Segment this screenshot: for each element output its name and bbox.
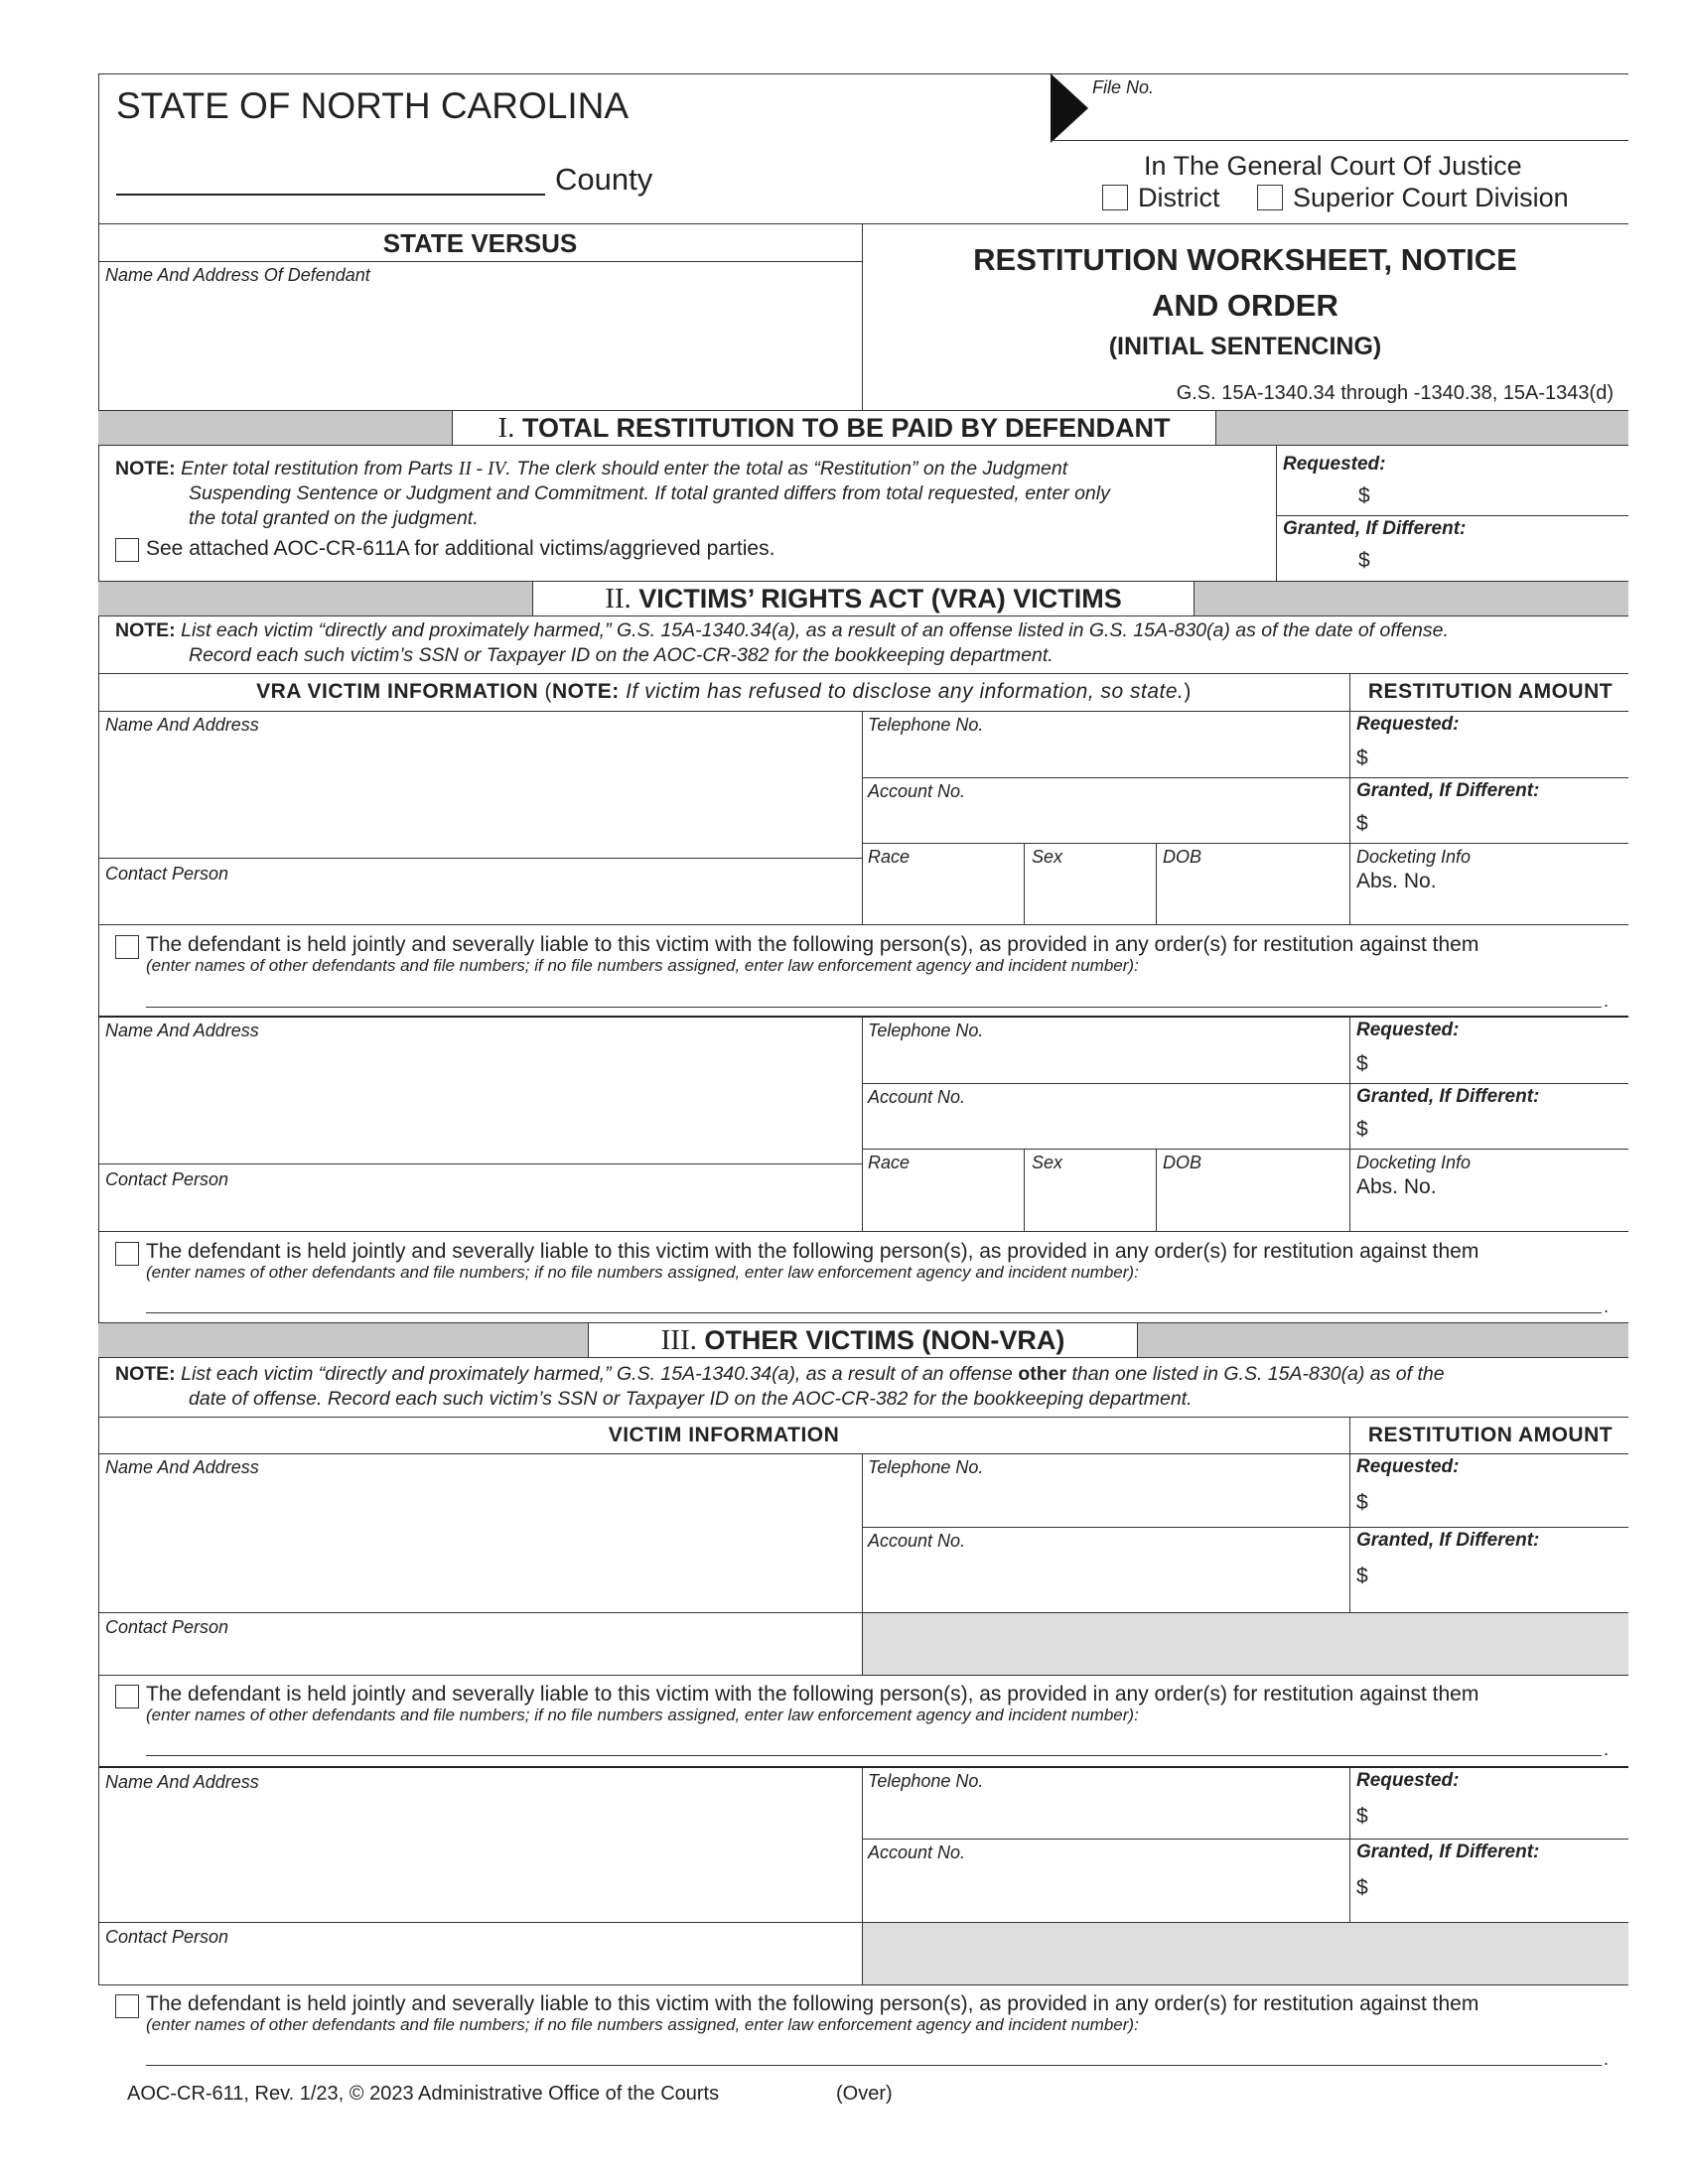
other1-account-label: Account No. [868,1531,966,1551]
vra1-phone-label: Telephone No. [868,715,984,735]
other1-requested-label: Requested: [1356,1456,1460,1477]
vra2-requested-label: Requested: [1356,1020,1460,1040]
form-title-1: RESTITUTION WORKSHEET, NOTICE [973,242,1517,277]
other1-requested-field[interactable]: $ [1356,1491,1368,1514]
total-granted-label: Granted, If Different: [1283,518,1467,539]
vra2-docketing-label: Docketing Info [1356,1153,1472,1172]
section1-title: I. TOTAL RESTITUTION TO BE PAID BY DEFENDANT [452,411,1216,445]
vra1-granted-label: Granted, If Different: [1356,780,1540,801]
vra1-race-label: Race [868,847,911,867]
other1-phone-label: Telephone No. [868,1457,984,1477]
vra2-requested-field[interactable]: $ [1356,1052,1368,1075]
vra2-name-label: Name And Address [105,1021,259,1040]
superior-checkbox[interactable] [1257,185,1283,210]
defendant-field[interactable] [105,290,850,404]
vra1-requested-field[interactable]: $ [1356,747,1368,769]
vra1-joint-line[interactable] [146,1007,1602,1008]
attached-label: See attached AOC-CR-611A for additional victims/aggrieved parties. [146,537,775,560]
other2-contact-label: Contact Person [105,1927,229,1947]
section3-note: NOTE: List each victim “directly and proximately harmed,” G.S. 15A-1340.34(a), as a result of an offense other than one listed in G.S. 15A-830(a) as of the date of offense. Record each such victim’s SSN or Taxpayer ID on the AOC-CR-382 for the bookkeeping department. [115,1363,1445,1410]
other1-joint-checkbox[interactable] [115,1685,139,1708]
section3-title: III. OTHER VICTIMS (NON-VRA) [588,1323,1138,1357]
other2-requested-label: Requested: [1356,1770,1460,1791]
vra2-joint-period: . [1604,1297,1610,1316]
other1-joint-text: The defendant is held jointly and severally liable to this victim with the following person(s), as provided in any order(s) for restitution against them [146,1683,1479,1706]
vra2-abs-no: Abs. No. [1356,1175,1437,1198]
other2-joint-text: The defendant is held jointly and severally liable to this victim with the following person(s), as provided in any order(s) for restitution against them [146,1992,1479,2015]
other2-joint-sub: (enter names of other defendants and file numbers; if no file numbers assigned, enter law enforcement agency and incident number): [146,2015,1139,2034]
other1-name-label: Name And Address [105,1457,259,1477]
other2-granted-label: Granted, If Different: [1356,1842,1540,1862]
vra1-dob-label: DOB [1163,847,1202,867]
court-title: In The General Court Of Justice [1144,151,1522,181]
other1-joint-line[interactable] [146,1755,1602,1756]
state-versus: STATE VERSUS [382,228,578,258]
other2-name-label: Name And Address [105,1772,259,1792]
vra1-account-label: Account No. [868,781,966,801]
other2-account-label: Account No. [868,1843,966,1862]
other1-joint-period: . [1604,1739,1610,1759]
vra1-requested-label: Requested: [1356,714,1460,735]
over-label: (Over) [836,2083,893,2105]
other2-joint-period: . [1604,2049,1610,2069]
vra2-sex-label: Sex [1032,1153,1063,1172]
vra2-granted-label: Granted, If Different: [1356,1086,1540,1107]
vra1-sex-label: Sex [1032,847,1063,867]
district-label: District [1138,183,1220,212]
other1-shaded-area [863,1613,1628,1675]
form-title-2: AND ORDER [1152,288,1338,323]
total-requested-label: Requested: [1283,454,1386,475]
vra1-abs-no: Abs. No. [1356,870,1437,892]
other-info-head: VICTIM INFORMATION [608,1424,840,1446]
other-amount-head: RESTITUTION AMOUNT [1367,1424,1614,1446]
attached-checkbox[interactable] [115,538,139,562]
other2-phone-label: Telephone No. [868,1771,984,1791]
district-checkbox[interactable] [1102,185,1128,210]
form-id: AOC-CR-611, Rev. 1/23, © 2023 Administrative Office of the Courts [127,2083,720,2105]
county-line[interactable] [116,194,545,196]
other1-contact-label: Contact Person [105,1617,229,1637]
defendant-label: Name And Address Of Defendant [105,265,370,285]
vra2-account-label: Account No. [868,1087,966,1107]
vra2-joint-sub: (enter names of other defendants and file numbers; if no file numbers assigned, enter law enforcement agency and incident number): [146,1263,1139,1282]
total-granted-field[interactable]: $ [1358,549,1370,572]
other1-joint-sub: (enter names of other defendants and file numbers; if no file numbers assigned, enter law enforcement agency and incident number): [146,1706,1139,1724]
vra1-joint-checkbox[interactable] [115,935,139,959]
statute-ref: G.S. 15A-1340.34 through -1340.38, 15A-1343(d) [1176,382,1614,404]
vra1-docketing-label: Docketing Info [1356,847,1472,867]
other2-joint-checkbox[interactable] [115,1994,139,2018]
state-title: STATE OF NORTH CAROLINA [116,85,629,126]
total-requested-field[interactable]: $ [1358,484,1370,507]
vra1-granted-field[interactable]: $ [1356,812,1368,835]
vra2-joint-checkbox[interactable] [115,1242,139,1266]
vra2-contact-label: Contact Person [105,1169,229,1189]
vra2-joint-text: The defendant is held jointly and severally liable to this victim with the following person(s), as provided in any order(s) for restitution against them [146,1240,1479,1263]
other1-granted-label: Granted, If Different: [1356,1530,1540,1551]
other2-granted-field[interactable]: $ [1356,1876,1368,1899]
vra2-granted-field[interactable]: $ [1356,1118,1368,1141]
vra-amount-head: RESTITUTION AMOUNT [1367,680,1614,703]
section2-note: NOTE: List each victim “directly and proximately harmed,” G.S. 15A-1340.34(a), as a result of an offense listed in G.S. 15A-830(a) as of the date of offense. Record each such victim’s SSN or Taxpayer ID on the AOC-CR-382 for the bookkeeping department. [115,619,1449,666]
other2-shaded-area [863,1923,1628,1984]
section1-note: NOTE: Enter total restitution from Parts II - IV. The clerk should enter the total as “Restitution” on the Judgment Suspending Sentence or Judgment and Commitment. If total granted differs from total requested, enter only the total granted on the judgment. [115,458,1110,529]
vra1-joint-period: . [1604,991,1610,1011]
vra2-phone-label: Telephone No. [868,1021,984,1040]
file-no-line[interactable] [1051,140,1628,141]
vra2-race-label: Race [868,1153,911,1172]
other1-granted-field[interactable]: $ [1356,1565,1368,1587]
vra2-joint-line[interactable] [146,1312,1602,1313]
file-no-label: File No. [1092,77,1155,97]
county-label: County [555,162,653,197]
section2-title: II. VICTIMS’ RIGHTS ACT (VRA) VICTIMS [532,582,1195,615]
other2-requested-field[interactable]: $ [1356,1805,1368,1828]
vra1-joint-text: The defendant is held jointly and severally liable to this victim with the following person(s), as provided in any order(s) for restitution against them [146,933,1479,956]
vra1-name-label: Name And Address [105,715,259,735]
vra2-dob-label: DOB [1163,1153,1202,1172]
superior-label: Superior Court Division [1293,183,1569,212]
other2-joint-line[interactable] [146,2065,1602,2066]
vra1-joint-sub: (enter names of other defendants and file numbers; if no file numbers assigned, enter law enforcement agency and incident number): [146,956,1139,975]
form-subtitle: (INITIAL SENTENCING) [1108,333,1382,360]
vra1-contact-label: Contact Person [105,864,229,884]
vra-info-head: VRA VICTIM INFORMATION (NOTE: If victim has refused to disclose any information, so state.) [256,680,1192,703]
arrow-icon [1051,73,1090,143]
